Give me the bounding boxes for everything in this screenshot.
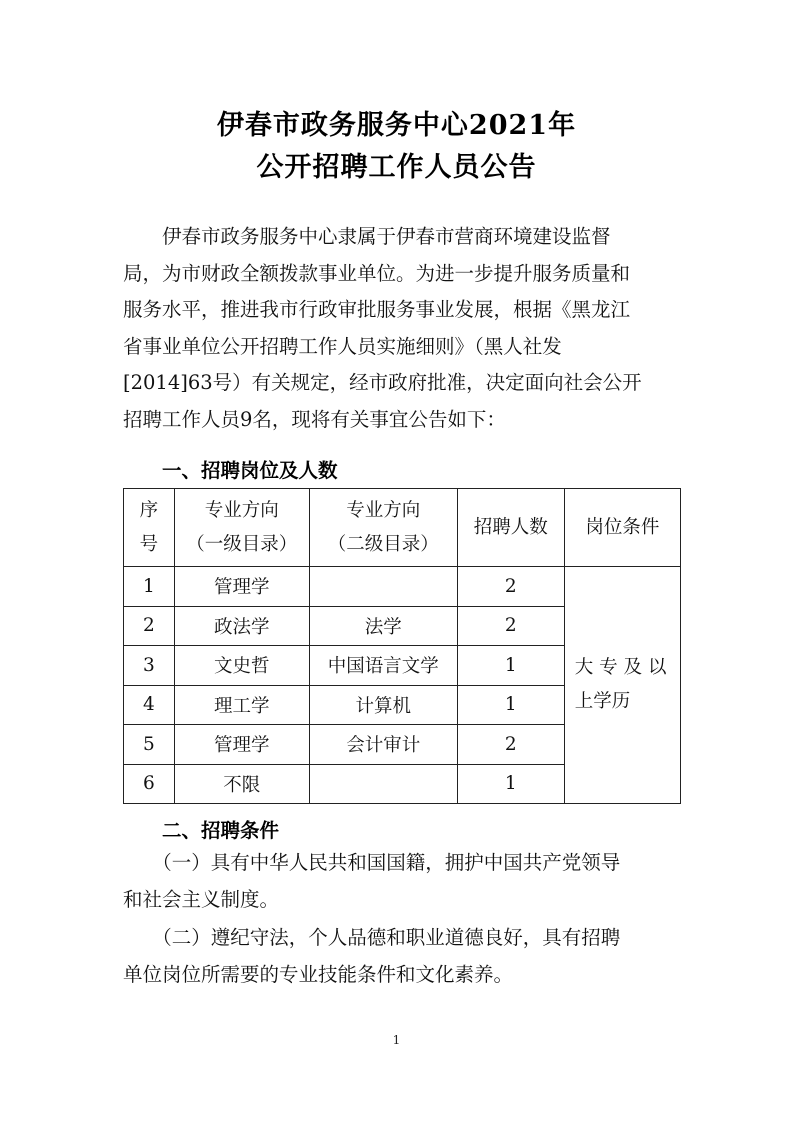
- cell-count: 1: [457, 764, 564, 804]
- header-text: （一级目录）: [186, 533, 298, 555]
- cell-count: 2: [457, 725, 564, 765]
- cell-major2: 计算机: [309, 685, 457, 725]
- condition-line: 大 专 及 以: [574, 657, 667, 678]
- header-major-level1: [174, 489, 309, 567]
- intro-line: 局，为市财政全额拨款事业单位。为进一步提升服务质量和: [123, 261, 631, 285]
- section-heading-positions: 一、招聘岗位及人数: [162, 459, 338, 482]
- cell-count: 2: [457, 567, 564, 607]
- header-major-level2: [309, 489, 457, 567]
- cell-count: 1: [457, 646, 564, 686]
- cell-seq: 4: [124, 685, 175, 725]
- header-text: 专业方向: [204, 499, 279, 521]
- page-number: 1: [392, 1033, 401, 1047]
- cell-count: 2: [457, 606, 564, 646]
- condition-line: 单位岗位所需要的专业技能条件和文化素养。: [123, 962, 514, 986]
- condition-paragraph-1: [123, 845, 683, 918]
- intro-line: 伊春市政务服务中心隶属于伊春市营商环境建设监督: [123, 225, 611, 248]
- header-conditions: 岗位条件: [564, 489, 680, 567]
- condition-line: 上学历: [574, 691, 631, 712]
- cell-seq: 1: [124, 567, 175, 607]
- condition-line: （二）遵纪守法，个人品德和职业道德良好，具有招聘: [123, 926, 621, 949]
- header-text: 专业方向: [346, 499, 421, 521]
- section-heading-conditions: 二、招聘条件: [162, 819, 280, 842]
- title-line-1: 伊春市政务服务中心2021年: [216, 110, 577, 141]
- cell-major2: [309, 764, 457, 804]
- cell-conditions: [564, 567, 680, 804]
- condition-line: 和社会主义制度。: [123, 887, 280, 911]
- title-line-2: 公开招聘工作人员公告: [256, 152, 537, 183]
- cell-major1: 政法学: [174, 606, 309, 646]
- cell-seq: 2: [124, 606, 175, 646]
- cell-major1: 文史哲: [174, 646, 309, 686]
- condition-line: （一）具有中华人民共和国国籍，拥护中国共产党领导: [123, 851, 621, 874]
- table-row: [124, 567, 681, 607]
- cell-major2: 法学: [309, 606, 457, 646]
- table-header-row: [124, 489, 681, 567]
- cell-seq: 3: [124, 646, 175, 686]
- intro-paragraph: [123, 219, 683, 438]
- cell-major1: 理工学: [174, 685, 309, 725]
- cell-seq: 5: [124, 725, 175, 765]
- header-text: （二级目录）: [327, 533, 439, 555]
- header-text: 号: [139, 533, 159, 555]
- intro-line: 服务水平，推进我市行政审批服务事业发展，根据《黑龙江: [123, 298, 631, 321]
- header-text: 序: [139, 499, 159, 521]
- intro-line: 招聘工作人员9名，现将有关事宜公告如下：: [123, 407, 506, 431]
- header-seq: [124, 489, 175, 567]
- cell-major1: 管理学: [174, 567, 309, 607]
- intro-line: 省事业单位公开招聘工作人员实施细则》（黑人社发: [123, 334, 562, 358]
- cell-major2: [309, 567, 457, 607]
- header-count: 招聘人数: [457, 489, 564, 567]
- cell-count: 1: [457, 685, 564, 725]
- cell-major1: 管理学: [174, 725, 309, 765]
- intro-line: [2014]63号）有关规定，经市政府批准，决定面向社会公开: [123, 371, 642, 394]
- cell-major1: 不限: [174, 764, 309, 804]
- cell-major2: 中国语言文学: [309, 646, 457, 686]
- recruitment-table: [123, 488, 681, 804]
- cell-major2: 会计审计: [309, 725, 457, 765]
- cell-seq: 6: [124, 764, 175, 804]
- condition-paragraph-2: [123, 920, 683, 993]
